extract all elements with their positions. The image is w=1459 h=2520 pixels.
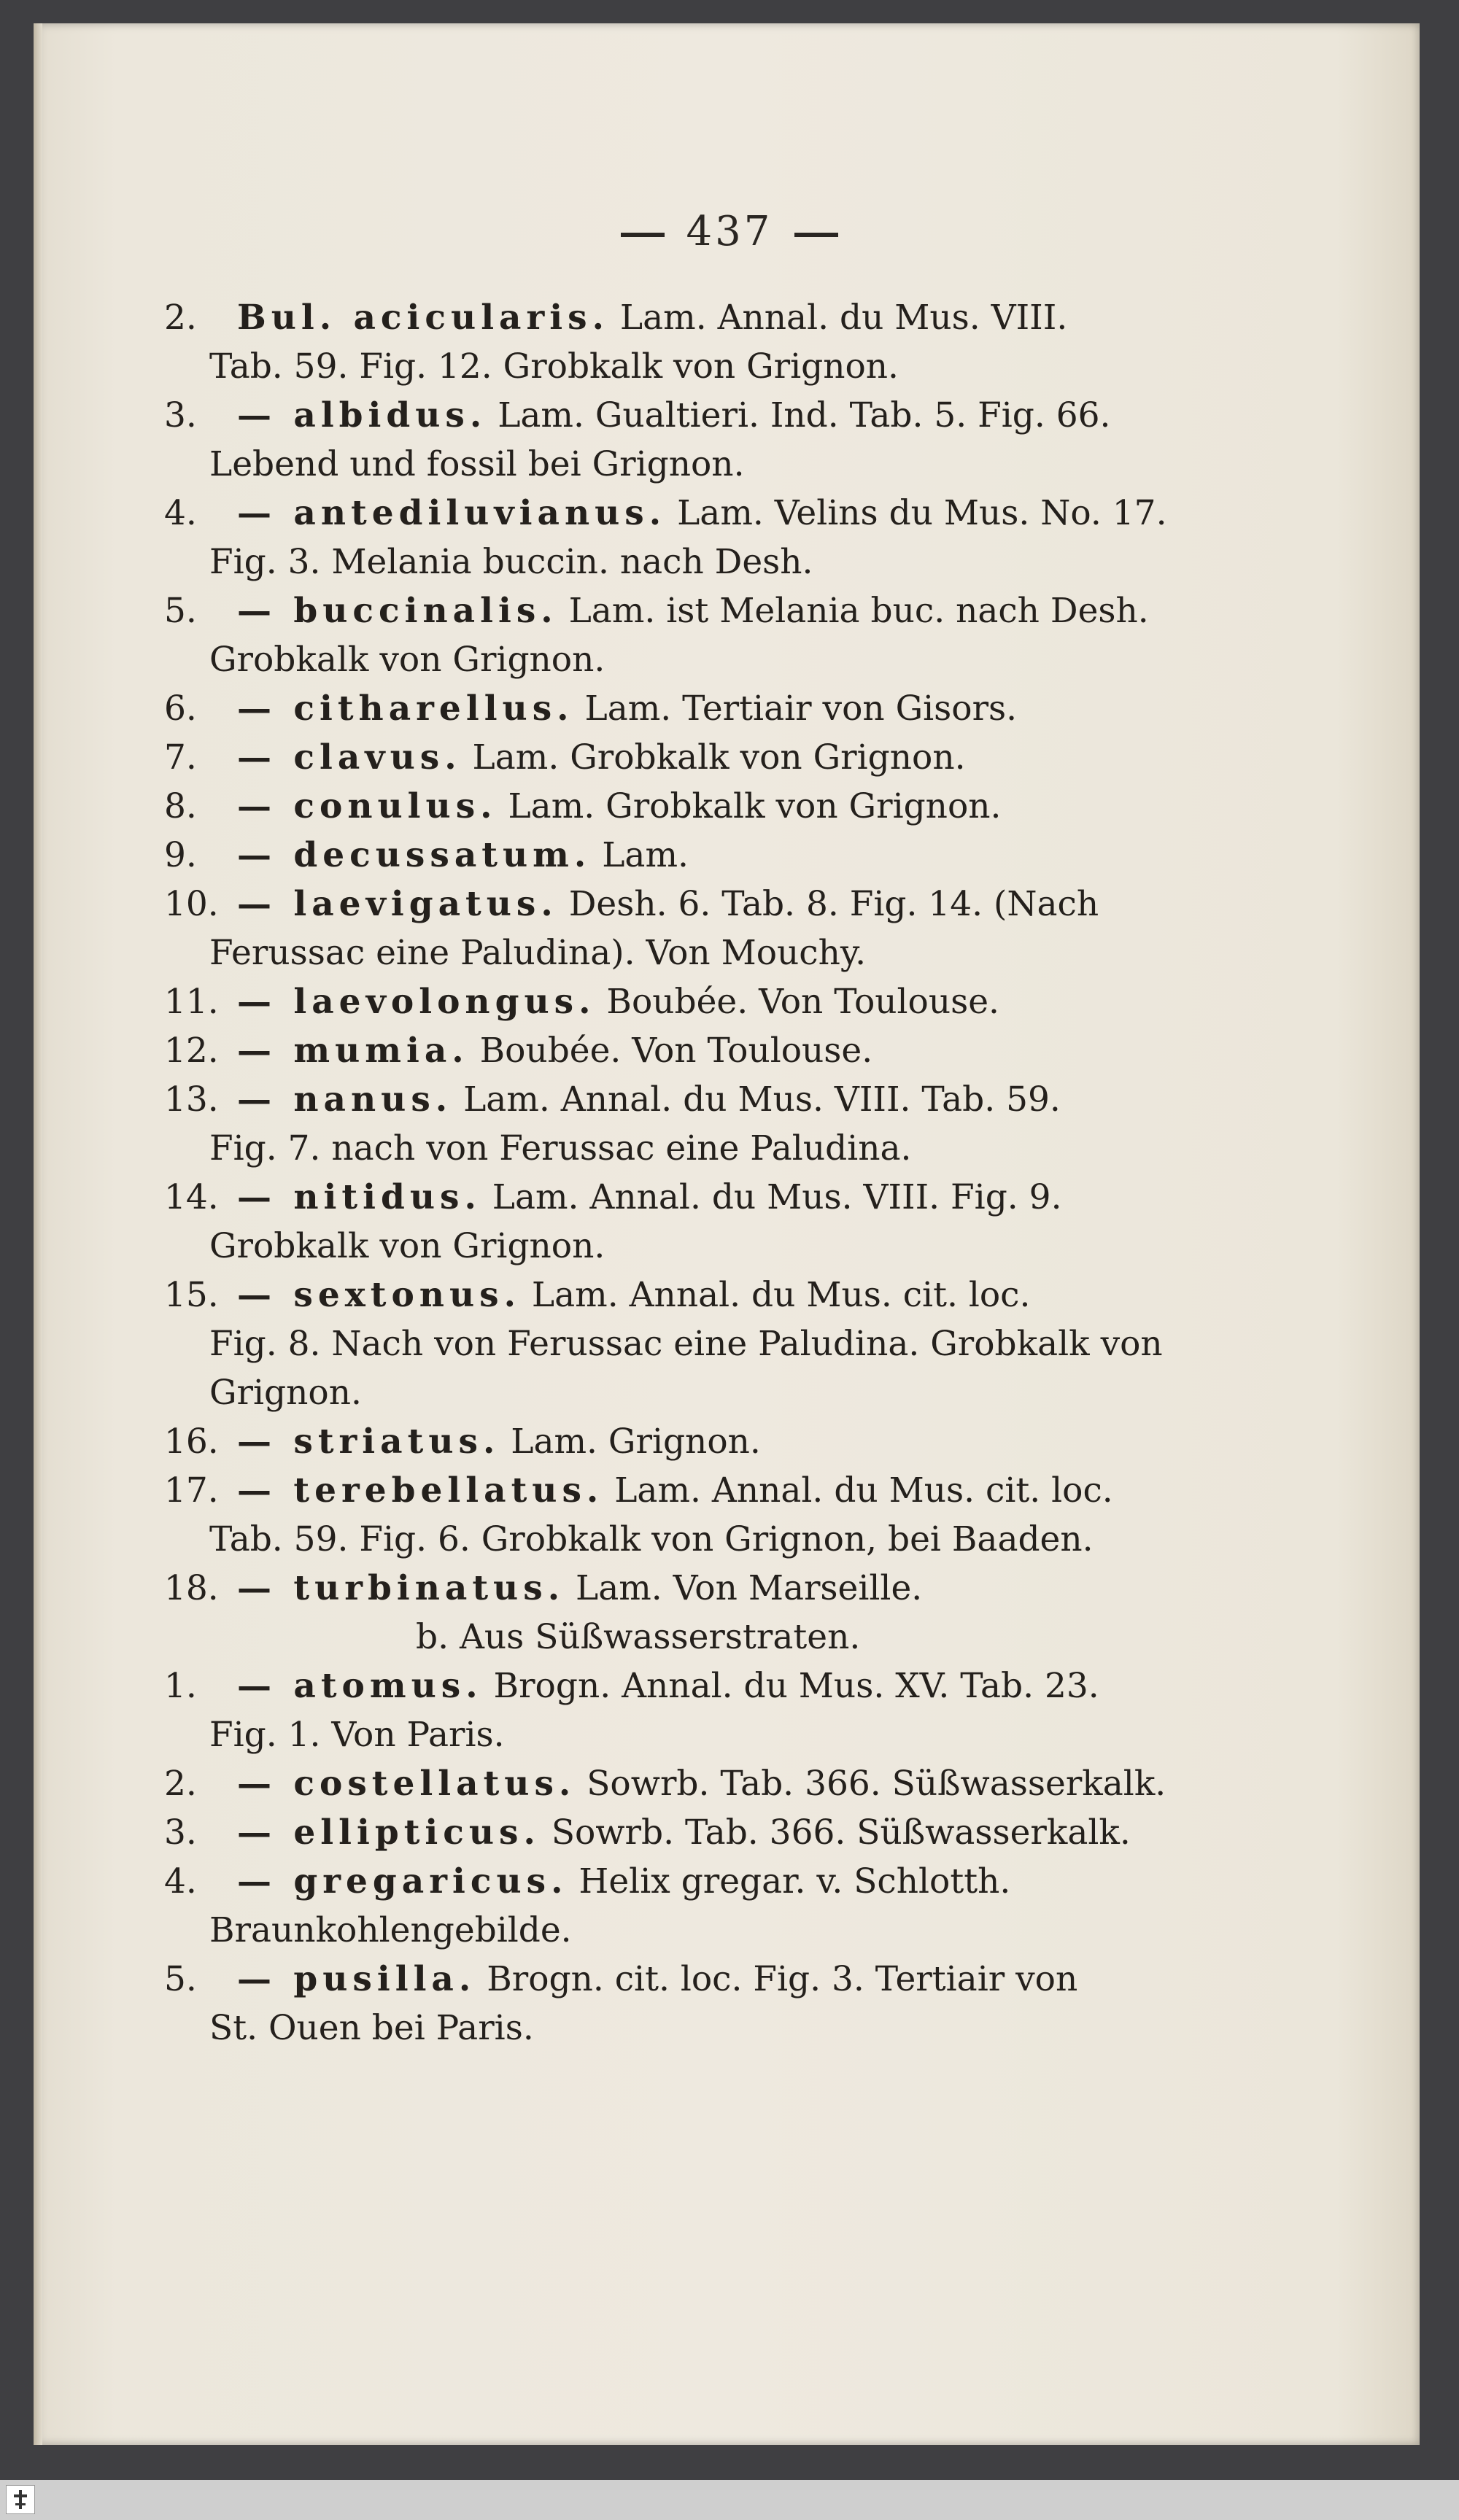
header-dash-left (621, 233, 665, 237)
page-header (0, 208, 1459, 255)
entry-number: 2. (164, 1764, 197, 1804)
entry-number: 8. (164, 786, 197, 826)
list-item (164, 1808, 1200, 1857)
entry-list-b (164, 1662, 1200, 2052)
entry-continuation-line: Tab. 59. Fig. 6. Grobkalk von Grignon, bei Baaden. (209, 1519, 1094, 1559)
entry-continuation-line: Fig. 3. Melania buccin. nach Desh. (209, 542, 813, 582)
species-name: Bul. acicularis. (237, 298, 609, 338)
species-name: — antediluvianus. (237, 493, 667, 533)
entry-reference: Helix gregar. v. Schlotth. (568, 1861, 1011, 1901)
list-item (164, 1857, 1200, 1955)
entry-number: 4. (164, 493, 197, 533)
list-item (164, 1417, 1200, 1466)
entry-reference: Lam. Tertiair von Gisors. (573, 689, 1018, 729)
list-item (164, 1564, 1200, 1613)
entry-first-line (164, 1808, 1200, 1857)
viewer-bottom-bar (0, 2480, 1459, 2520)
species-name: — ellipticus. (237, 1813, 541, 1853)
entry-number: 2. (164, 298, 197, 338)
entry-number: 14. (164, 1177, 219, 1217)
species-name: — conulus. (237, 786, 498, 826)
list-item (164, 1026, 1200, 1075)
entry-reference: Lam. Annal. du Mus. cit. loc. (603, 1470, 1113, 1511)
list-item (164, 586, 1200, 684)
species-name: — nanus. (237, 1079, 453, 1120)
species-name: — pusilla. (237, 1959, 476, 1999)
entry-reference: Lam. Grobkalk von Grignon. (461, 737, 966, 778)
entry-number: 5. (164, 591, 197, 631)
entry-first-line (164, 977, 1200, 1026)
entry-first-line (164, 733, 1200, 782)
species-name: — decussatum. (237, 835, 592, 875)
entry-first-line (164, 1026, 1200, 1075)
entry-reference: Lam. Von Marseille. (565, 1568, 923, 1608)
species-name: — gregaricus. (237, 1861, 568, 1901)
entry-first-line (164, 1564, 1200, 1613)
entry-number: 7. (164, 737, 197, 778)
entry-reference: Brogn. Annal. du Mus. XV. Tab. 23. (482, 1666, 1099, 1706)
list-item (164, 880, 1200, 977)
entry-continuation-line: Fig. 1. Von Paris. (209, 1715, 505, 1755)
entry-number: 3. (164, 1813, 197, 1853)
page-number: 437 (686, 208, 773, 255)
entry-number: 15. (164, 1275, 219, 1315)
list-item (164, 391, 1200, 489)
entry-reference: Sowrb. Tab. 366. Süßwasserkalk. (576, 1764, 1166, 1804)
list-item (164, 1662, 1200, 1759)
entry-number: 4. (164, 1861, 197, 1901)
entry-continuation-line: Ferussac eine Paludina). Von Mouchy. (209, 933, 867, 973)
list-item (164, 1759, 1200, 1808)
entry-first-line (164, 831, 1200, 880)
entry-first-line (164, 1759, 1200, 1808)
entry-reference: Lam. Grignon. (500, 1422, 761, 1462)
entry-first-line (164, 293, 1200, 342)
entry-number: 11. (164, 982, 219, 1022)
entry-reference: Lam. ist Melania buc. nach Desh. (557, 591, 1149, 631)
entry-number: 9. (164, 835, 197, 875)
list-item (164, 831, 1200, 880)
entry-reference: Sowrb. Tab. 366. Süßwasserkalk. (540, 1813, 1131, 1853)
list-item (164, 782, 1200, 831)
entry-number: 1. (164, 1666, 197, 1706)
species-name: — clavus. (237, 737, 462, 778)
list-item (164, 1075, 1200, 1173)
entry-reference: Desh. 6. Tab. 8. Fig. 14. (Nach (557, 884, 1099, 924)
entry-continuation-line: Lebend und fossil bei Grignon. (209, 444, 745, 484)
entry-number: 16. (164, 1422, 219, 1462)
entry-first-line (164, 684, 1200, 733)
entry-first-line (164, 1662, 1200, 1710)
species-name: — buccinalis. (237, 591, 558, 631)
species-name: — laevolongus. (237, 982, 596, 1022)
library-logo-icon (6, 2485, 35, 2514)
entry-number: 17. (164, 1470, 219, 1511)
entry-first-line (164, 1466, 1200, 1515)
entry-reference: Lam. Annal. du Mus. VIII. (608, 298, 1068, 338)
entry-number: 10. (164, 884, 219, 924)
entry-number: 13. (164, 1079, 219, 1120)
entry-first-line (164, 880, 1200, 928)
entry-continuation-line: Grobkalk von Grignon. (209, 640, 605, 680)
entry-number: 6. (164, 689, 197, 729)
species-name: — albidus. (237, 395, 487, 435)
entry-continuation-line: St. Ouen bei Paris. (209, 2008, 534, 2048)
entry-number: 12. (164, 1031, 219, 1071)
section-b-heading: b. Aus Süßwasserstraten. (416, 1617, 861, 1657)
entry-first-line (164, 1173, 1200, 1222)
entry-reference: Boubée. Von Toulouse. (595, 982, 999, 1022)
list-item (164, 977, 1200, 1026)
entry-reference: Brogn. cit. loc. Fig. 3. Tertiair von (476, 1959, 1078, 1999)
list-item (164, 489, 1200, 586)
list-item (164, 684, 1200, 733)
page-body (164, 293, 1200, 2052)
list-item (164, 1466, 1200, 1564)
entry-reference: Boubée. Von Toulouse. (468, 1031, 873, 1071)
entry-continuation-line: Grobkalk von Grignon. (209, 1226, 605, 1266)
page-binding-edge (34, 23, 42, 2445)
entry-number: 3. (164, 395, 197, 435)
entry-number: 18. (164, 1568, 219, 1608)
entry-first-line (164, 1271, 1200, 1319)
entry-reference: Lam. Gualtieri. Ind. Tab. 5. Fig. 66. (487, 395, 1111, 435)
entry-first-line (164, 782, 1200, 831)
entry-first-line (164, 1955, 1200, 2004)
species-name: — terebellatus. (237, 1470, 604, 1511)
list-item (164, 1173, 1200, 1271)
entry-continuation-line: Grignon. (209, 1373, 362, 1413)
entry-first-line (164, 489, 1200, 538)
entry-first-line (164, 391, 1200, 440)
entry-continuation-line: Braunkohlengebilde. (209, 1910, 572, 1950)
species-name: — atomus. (237, 1666, 483, 1706)
entry-continuation-line: Tab. 59. Fig. 12. Grobkalk von Grignon. (209, 346, 899, 387)
entry-continuation-line: Fig. 8. Nach von Ferussac eine Paludina. Grobkalk von (209, 1324, 1163, 1364)
species-name: — turbinatus. (237, 1568, 565, 1608)
entry-first-line (164, 586, 1200, 635)
list-item (164, 733, 1200, 782)
entry-reference: Lam. Grobkalk von Grignon. (497, 786, 1002, 826)
entry-reference: Lam. (591, 835, 689, 875)
list-item (164, 1271, 1200, 1417)
species-name: — sextonus. (237, 1275, 521, 1315)
entry-reference: Lam. Annal. du Mus. cit. loc. (520, 1275, 1031, 1315)
species-name: — citharellus. (237, 689, 574, 729)
species-name: — striatus. (237, 1422, 500, 1462)
list-item (164, 293, 1200, 391)
entry-first-line (164, 1075, 1200, 1124)
species-name: — nitidus. (237, 1177, 481, 1217)
entry-reference: Lam. Annal. du Mus. VIII. Tab. 59. (452, 1079, 1061, 1120)
species-name: — mumia. (237, 1031, 469, 1071)
entry-list-a (164, 293, 1200, 1613)
species-name: — laevigatus. (237, 884, 558, 924)
species-name: — costellatus. (237, 1764, 576, 1804)
entry-reference: Lam. Annal. du Mus. VIII. Fig. 9. (481, 1177, 1062, 1217)
list-item (164, 1955, 1200, 2052)
header-dash-right (794, 233, 838, 237)
entry-reference: Lam. Velins du Mus. No. 17. (666, 493, 1167, 533)
entry-first-line (164, 1417, 1200, 1466)
entry-number: 5. (164, 1959, 197, 1999)
entry-continuation-line: Fig. 7. nach von Ferussac eine Paludina. (209, 1128, 912, 1168)
entry-first-line (164, 1857, 1200, 1906)
